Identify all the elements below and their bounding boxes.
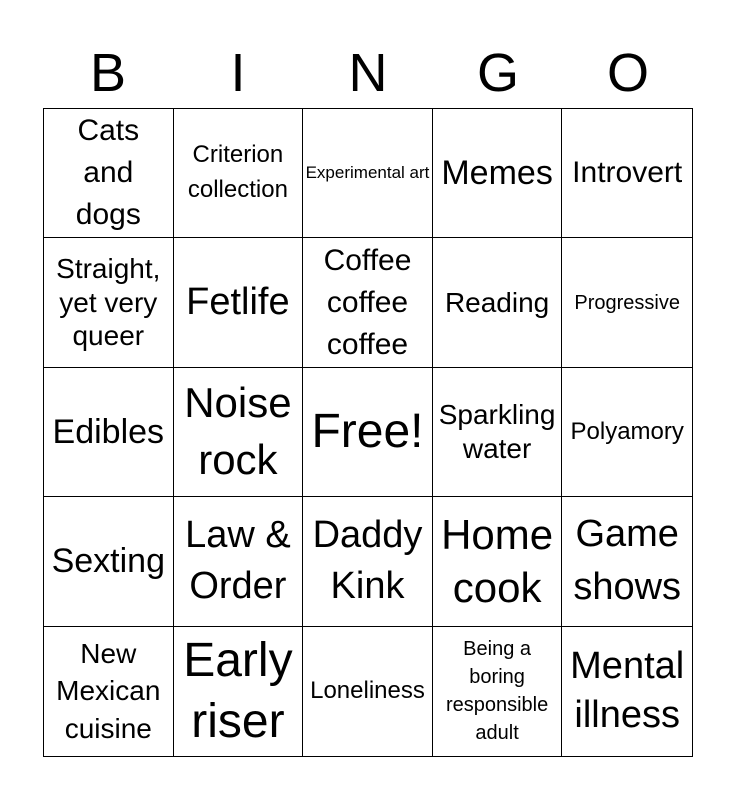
- cell-label: Straight, yet very queer: [56, 253, 161, 352]
- bingo-cell[interactable]: [303, 627, 433, 756]
- bingo-cell[interactable]: [174, 109, 304, 238]
- cell-label: Reading: [444, 286, 550, 318]
- bingo-cell[interactable]: [562, 627, 692, 756]
- bingo-cell[interactable]: [44, 497, 174, 626]
- cell-label: Noise rock: [184, 379, 292, 483]
- cell-label: Game shows: [573, 513, 682, 609]
- cell-label: Mental illness: [570, 644, 685, 737]
- cell-label: Sexting: [51, 542, 165, 581]
- cell-label: Polyamory: [570, 417, 684, 445]
- bingo-cell[interactable]: [174, 368, 304, 497]
- cell-label: Experimental art: [305, 162, 430, 182]
- cell-label: Free!: [311, 404, 424, 458]
- bingo-cell[interactable]: [303, 109, 433, 238]
- bingo-header: [43, 38, 693, 108]
- free-space[interactable]: [303, 368, 433, 497]
- header-letter-g: G: [476, 43, 519, 103]
- cell-label: Cats and dogs: [75, 114, 141, 232]
- bingo-cell[interactable]: [562, 238, 692, 367]
- bingo-cell[interactable]: [174, 238, 304, 367]
- cell-label: New Mexican cuisine: [56, 637, 161, 745]
- bingo-board: [43, 108, 693, 757]
- bingo-cell[interactable]: [44, 109, 174, 238]
- header-letter-n: N: [348, 43, 388, 103]
- cell-label: Sparkling water: [438, 399, 556, 464]
- bingo-cell[interactable]: [562, 368, 692, 497]
- bingo-cell[interactable]: [433, 109, 563, 238]
- cell-label: Criterion collection: [187, 141, 288, 204]
- bingo-cell[interactable]: [44, 627, 174, 756]
- bingo-cell[interactable]: [303, 238, 433, 367]
- cell-label: Progressive: [574, 291, 680, 314]
- cell-label: Fetlife: [186, 280, 290, 323]
- bingo-cell[interactable]: [562, 497, 692, 626]
- cell-label: Coffee coffee coffee: [323, 243, 412, 361]
- cell-label: Introvert: [572, 156, 683, 190]
- bingo-cell[interactable]: [174, 627, 304, 756]
- header-letter-b: B: [89, 43, 127, 103]
- cell-label: Early riser: [183, 633, 293, 749]
- bingo-cell[interactable]: [433, 627, 563, 756]
- bingo-cell[interactable]: [174, 497, 304, 626]
- header-letter-o: O: [606, 43, 649, 103]
- cell-label: Memes: [441, 154, 553, 193]
- cell-label: Being a boring responsible adult: [445, 638, 549, 745]
- bingo-cell[interactable]: [303, 497, 433, 626]
- bingo-cell[interactable]: [433, 238, 563, 367]
- bingo-cell[interactable]: [562, 109, 692, 238]
- header-letter-i: I: [230, 43, 246, 103]
- bingo-cell[interactable]: [44, 368, 174, 497]
- cell-label: Home cook: [441, 510, 554, 612]
- bingo-cell[interactable]: [44, 238, 174, 367]
- cell-label: Law & Order: [185, 514, 291, 608]
- cell-label: Daddy Kink: [312, 514, 423, 608]
- bingo-cell[interactable]: [433, 368, 563, 497]
- cell-label: Loneliness: [310, 676, 425, 704]
- bingo-cell[interactable]: [433, 497, 563, 626]
- cell-label: Edibles: [52, 412, 165, 451]
